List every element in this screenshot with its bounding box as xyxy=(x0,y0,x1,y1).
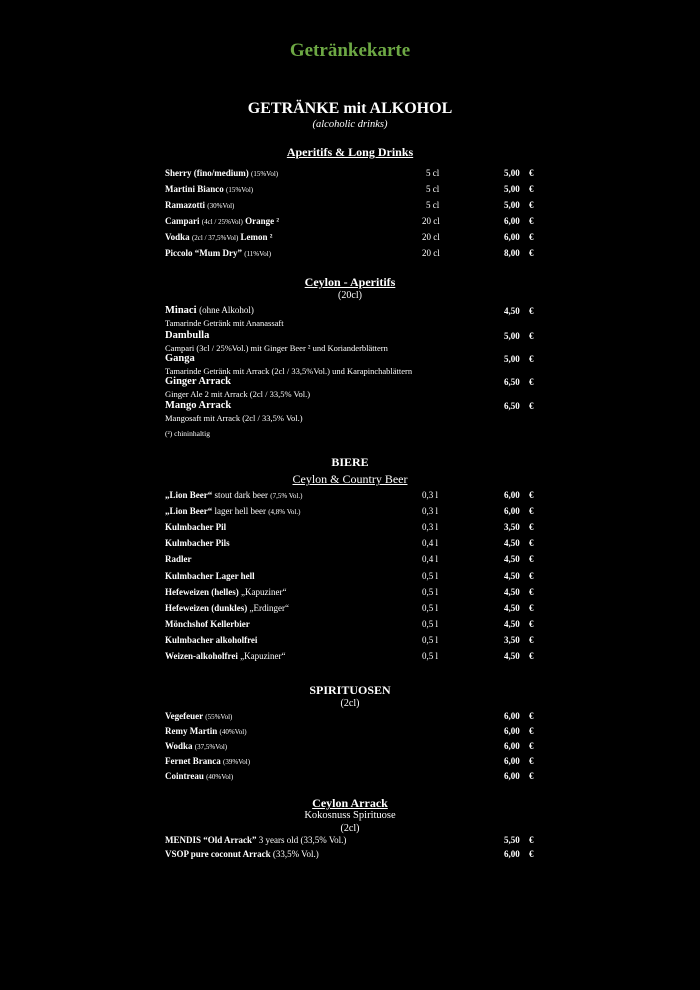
beer-name-text: Radler xyxy=(165,554,192,564)
spirit-abv-note: (55%Vol) xyxy=(205,713,233,721)
beer-name-text: Weizen-alkoholfrei xyxy=(165,651,238,661)
beer-variant: stout dark beer xyxy=(214,490,268,500)
ceylon-aperitifs-heading: Ceylon - Aperitifs xyxy=(304,275,396,289)
drink-mixer: Orange ² xyxy=(245,216,280,226)
drink-price: 6,00 xyxy=(504,232,520,242)
spirit-row xyxy=(0,724,700,738)
ceylon-drink-description: Tamarinde Getränk mit Ananassaft xyxy=(165,318,284,328)
beer-name xyxy=(165,488,302,503)
arrack-note: 3 years old (33,5% Vol.) xyxy=(258,835,347,845)
ceylon-aperitifs-size: (20cl) xyxy=(338,290,362,301)
beer-row xyxy=(0,585,700,599)
spirit-name xyxy=(165,739,227,754)
spirit-abv-note: (40%Vol) xyxy=(206,773,234,781)
drink-price: 5,00 xyxy=(504,184,520,194)
spirit-row xyxy=(0,769,700,783)
beer-name xyxy=(165,649,286,663)
beer-volume: 0,4 l xyxy=(422,538,439,548)
ceylon-drink-name xyxy=(165,353,195,364)
drink-volume: 5 cl xyxy=(426,168,440,178)
drink-name xyxy=(165,166,278,181)
beer-volume: 0,3 l xyxy=(422,490,439,500)
ceylon-footnote: (²) chininhaltig xyxy=(165,429,210,438)
currency-symbol: € xyxy=(529,635,534,645)
beer-name xyxy=(165,601,289,615)
beer-row xyxy=(0,617,700,631)
beer-row xyxy=(0,649,700,663)
spirits-heading: SPIRITUOSEN xyxy=(309,683,391,697)
menu-title: Getränkekarte xyxy=(289,40,411,61)
beer-name xyxy=(165,633,257,647)
beer-price: 4,50 xyxy=(504,603,520,613)
beer-price: 4,50 xyxy=(504,587,520,597)
drink-row xyxy=(0,198,700,212)
spirit-name-text: Wodka xyxy=(165,741,193,751)
currency-symbol: € xyxy=(529,711,534,721)
ceylon-drink-name xyxy=(165,305,254,316)
ceylon-drink-price: 4,50 xyxy=(504,306,520,316)
beer-name-text: Mönchshof Kellerbier xyxy=(165,619,250,629)
drink-volume: 20 cl xyxy=(422,232,440,242)
drink-name-text: Piccolo “Mum Dry” xyxy=(165,248,242,258)
beer-row xyxy=(0,536,700,550)
spirit-name-text: Cointreau xyxy=(165,771,204,781)
currency-symbol: € xyxy=(529,756,534,766)
arrack-row xyxy=(0,833,700,847)
drink-name xyxy=(165,214,279,229)
currency-symbol: € xyxy=(529,726,534,736)
currency-symbol: € xyxy=(529,200,534,210)
beer-price: 6,00 xyxy=(504,506,520,516)
arrack-price: 5,50 xyxy=(504,835,520,845)
currency-symbol: € xyxy=(529,741,534,751)
aperitifs-heading: Aperitifs & Long Drinks xyxy=(286,145,414,159)
currency-symbol: € xyxy=(529,354,534,364)
spirit-name xyxy=(165,724,247,739)
spirit-price: 6,00 xyxy=(504,741,520,751)
beer-abv-note: (4,8% Vol.) xyxy=(268,508,301,516)
drink-abv-note: (4cl / 25%Vol) xyxy=(201,218,243,226)
spirit-name-text: Fernet Branca xyxy=(165,756,221,766)
beer-volume: 0,5 l xyxy=(422,651,439,661)
beer-name xyxy=(165,504,300,519)
currency-symbol: € xyxy=(529,248,534,258)
spirit-name xyxy=(165,769,233,784)
currency-symbol: € xyxy=(529,331,534,341)
beer-volume: 0,4 l xyxy=(422,554,439,564)
beer-name-text: Kulmbacher Pils xyxy=(165,538,230,548)
currency-symbol: € xyxy=(529,619,534,629)
drink-abv-note: (2cl / 37,5%Vol) xyxy=(191,234,239,242)
ceylon-drink-description: Tamarinde Getränk mit Arrack (2cl / 33,5%Vol.) und Karapinchablättern xyxy=(165,366,413,376)
beer-price: 4,50 xyxy=(504,538,520,548)
beer-name xyxy=(165,536,230,550)
drink-row xyxy=(0,246,700,260)
beers-subheading: Ceylon & Country Beer xyxy=(292,472,408,486)
beer-price: 4,50 xyxy=(504,619,520,629)
arrack-note: (33,5% Vol.) xyxy=(272,849,319,859)
alcohol-heading: GETRÄNKE mit ALKOHOL xyxy=(247,100,453,117)
spirit-row xyxy=(0,739,700,753)
beer-price: 6,00 xyxy=(504,490,520,500)
spirit-abv-note: (39%Vol) xyxy=(222,758,251,766)
drink-price: 6,00 xyxy=(504,216,520,226)
beer-name xyxy=(165,617,250,631)
currency-symbol: € xyxy=(529,771,534,781)
drink-row xyxy=(0,230,700,244)
ceylon-drink-name-text: Dambulla xyxy=(165,330,210,341)
arrack-name xyxy=(165,847,319,861)
beer-price: 4,50 xyxy=(504,554,520,564)
drink-name xyxy=(165,198,234,213)
currency-symbol: € xyxy=(529,401,534,411)
beer-row xyxy=(0,601,700,615)
beer-name-text: Kulmbacher Lager hell xyxy=(165,571,255,581)
ceylon-drink-name-text: Minaci xyxy=(165,305,197,316)
beer-price: 3,50 xyxy=(504,522,520,532)
drink-name xyxy=(165,230,272,245)
arrack-subheading: Kokosnuss Spirituose xyxy=(304,810,396,821)
drink-name-text: Ramazotti xyxy=(165,200,205,210)
drink-row xyxy=(0,214,700,228)
beer-name-text: „Lion Beer“ xyxy=(165,506,213,516)
beer-volume: 0,5 l xyxy=(422,587,439,597)
ceylon-drink-name-note: (ohne Alkohol) xyxy=(199,305,254,315)
drink-name-text: Campari xyxy=(165,216,200,226)
currency-symbol: € xyxy=(529,835,534,845)
beer-name-text: Kulmbacher Pil xyxy=(165,522,227,532)
ceylon-drink-name xyxy=(165,400,231,411)
beer-row xyxy=(0,569,700,583)
beers-heading: BIERE xyxy=(331,455,369,469)
beer-row xyxy=(0,552,700,566)
ceylon-drink-description: Ginger Ale 2 mit Arrack (2cl / 33,5% Vol.) xyxy=(165,389,311,399)
beer-name xyxy=(165,585,286,599)
currency-symbol: € xyxy=(529,538,534,548)
spirit-price: 6,00 xyxy=(504,771,520,781)
arrack-name-text: VSOP pure coconut Arrack xyxy=(165,849,271,859)
beer-name xyxy=(165,520,226,534)
beer-price: 3,50 xyxy=(504,635,520,645)
spirit-price: 6,00 xyxy=(504,711,520,721)
drink-row xyxy=(0,182,700,196)
currency-symbol: € xyxy=(529,168,534,178)
beer-volume: 0,5 l xyxy=(422,571,439,581)
beer-volume: 0,3 l xyxy=(422,522,439,532)
currency-symbol: € xyxy=(529,184,534,194)
ceylon-drink-price: 5,00 xyxy=(504,331,520,341)
beer-name-text: Kulmbacher alkoholfrei xyxy=(165,635,258,645)
drink-abv-note: (11%Vol) xyxy=(244,250,272,258)
arrack-name-text: MENDIS “Old Arrack” xyxy=(165,835,257,845)
beer-variant: „Kapuziner“ xyxy=(240,587,287,597)
ceylon-drink-name-text: Ginger Arrack xyxy=(165,376,232,387)
currency-symbol: € xyxy=(529,849,534,859)
spirit-row xyxy=(0,754,700,768)
drink-name xyxy=(165,246,271,261)
currency-symbol: € xyxy=(529,522,534,532)
beer-name-text: Hefeweizen (helles) xyxy=(165,587,239,597)
arrack-name xyxy=(165,833,346,847)
currency-symbol: € xyxy=(529,603,534,613)
currency-symbol: € xyxy=(529,587,534,597)
beer-price: 4,50 xyxy=(504,651,520,661)
drink-abv-note: (30%Vol) xyxy=(207,202,235,210)
drink-price: 5,00 xyxy=(504,168,520,178)
beer-row xyxy=(0,504,700,518)
beer-volume: 0,3 l xyxy=(422,506,439,516)
drink-name-text: Sherry (fino/medium) xyxy=(165,168,249,178)
drink-name-text: Vodka xyxy=(165,232,190,242)
ceylon-drink-name-text: Ganga xyxy=(165,353,195,364)
currency-symbol: € xyxy=(529,554,534,564)
drink-volume: 20 cl xyxy=(422,248,440,258)
beer-variant: „Erdinger“ xyxy=(249,603,289,613)
arrack-size: (2cl) xyxy=(340,823,360,834)
spirit-abv-note: (40%Vol) xyxy=(219,728,247,736)
ceylon-drink-description: Campari (3cl / 25%Vol.) mit Ginger Beer ² und Korianderblättern xyxy=(165,343,388,353)
ceylon-drink-name xyxy=(165,376,231,387)
drink-price: 8,00 xyxy=(504,248,520,258)
drink-price: 5,00 xyxy=(504,200,520,210)
drink-volume: 20 cl xyxy=(422,216,440,226)
arrack-row xyxy=(0,847,700,861)
arrack-price: 6,00 xyxy=(504,849,520,859)
currency-symbol: € xyxy=(529,571,534,581)
beer-volume: 0,5 l xyxy=(422,619,439,629)
spirit-name xyxy=(165,709,232,724)
ceylon-drink-name xyxy=(165,330,209,341)
beer-variant: lager hell beer xyxy=(214,506,266,516)
beer-abv-note: (7,5% Vol.) xyxy=(270,492,303,500)
spirit-name-text: Vegefeuer xyxy=(165,711,203,721)
ceylon-drink-price: 5,00 xyxy=(504,354,520,364)
beer-name xyxy=(165,552,192,566)
beer-variant: „Kapuziner“ xyxy=(240,651,286,661)
spirit-name xyxy=(165,754,250,769)
currency-symbol: € xyxy=(529,651,534,661)
beer-price: 4,50 xyxy=(504,571,520,581)
drink-volume: 5 cl xyxy=(426,200,440,210)
currency-symbol: € xyxy=(529,377,534,387)
spirit-abv-note: (37,5%Vol) xyxy=(194,743,228,751)
ceylon-drink-name-text: Mango Arrack xyxy=(165,400,232,411)
drink-mixer: Lemon ² xyxy=(240,232,273,242)
beer-row xyxy=(0,520,700,534)
ceylon-drink-price: 6,50 xyxy=(504,401,520,411)
currency-symbol: € xyxy=(529,490,534,500)
drink-row xyxy=(0,166,700,180)
spirit-name-text: Remy Martin xyxy=(165,726,218,736)
spirit-row xyxy=(0,709,700,723)
beer-row xyxy=(0,633,700,647)
currency-symbol: € xyxy=(529,216,534,226)
currency-symbol: € xyxy=(529,506,534,516)
beer-volume: 0,5 l xyxy=(422,635,439,645)
drink-abv-note: (15%Vol) xyxy=(251,170,279,178)
drink-name xyxy=(165,182,253,197)
beer-volume: 0,5 l xyxy=(422,603,439,613)
beer-name xyxy=(165,569,255,583)
spirit-price: 6,00 xyxy=(504,756,520,766)
ceylon-drink-price: 6,50 xyxy=(504,377,520,387)
beer-row xyxy=(0,488,700,502)
currency-symbol: € xyxy=(529,306,534,316)
drink-name-text: Martini Bianco xyxy=(165,184,224,194)
beer-name-text: Hefeweizen (dunkles) xyxy=(165,603,248,613)
ceylon-drink-description: Mangosaft mit Arrack (2cl / 33,5% Vol.) xyxy=(165,413,303,423)
beer-name-text: „Lion Beer“ xyxy=(165,490,213,500)
drink-volume: 5 cl xyxy=(426,184,440,194)
arrack-heading: Ceylon Arrack xyxy=(312,796,388,810)
spirits-size: (2cl) xyxy=(340,698,360,709)
alcohol-subheading: (alcoholic drinks) xyxy=(312,119,388,130)
spirit-price: 6,00 xyxy=(504,726,520,736)
drink-abv-note: (15%Vol) xyxy=(226,186,254,194)
currency-symbol: € xyxy=(529,232,534,242)
